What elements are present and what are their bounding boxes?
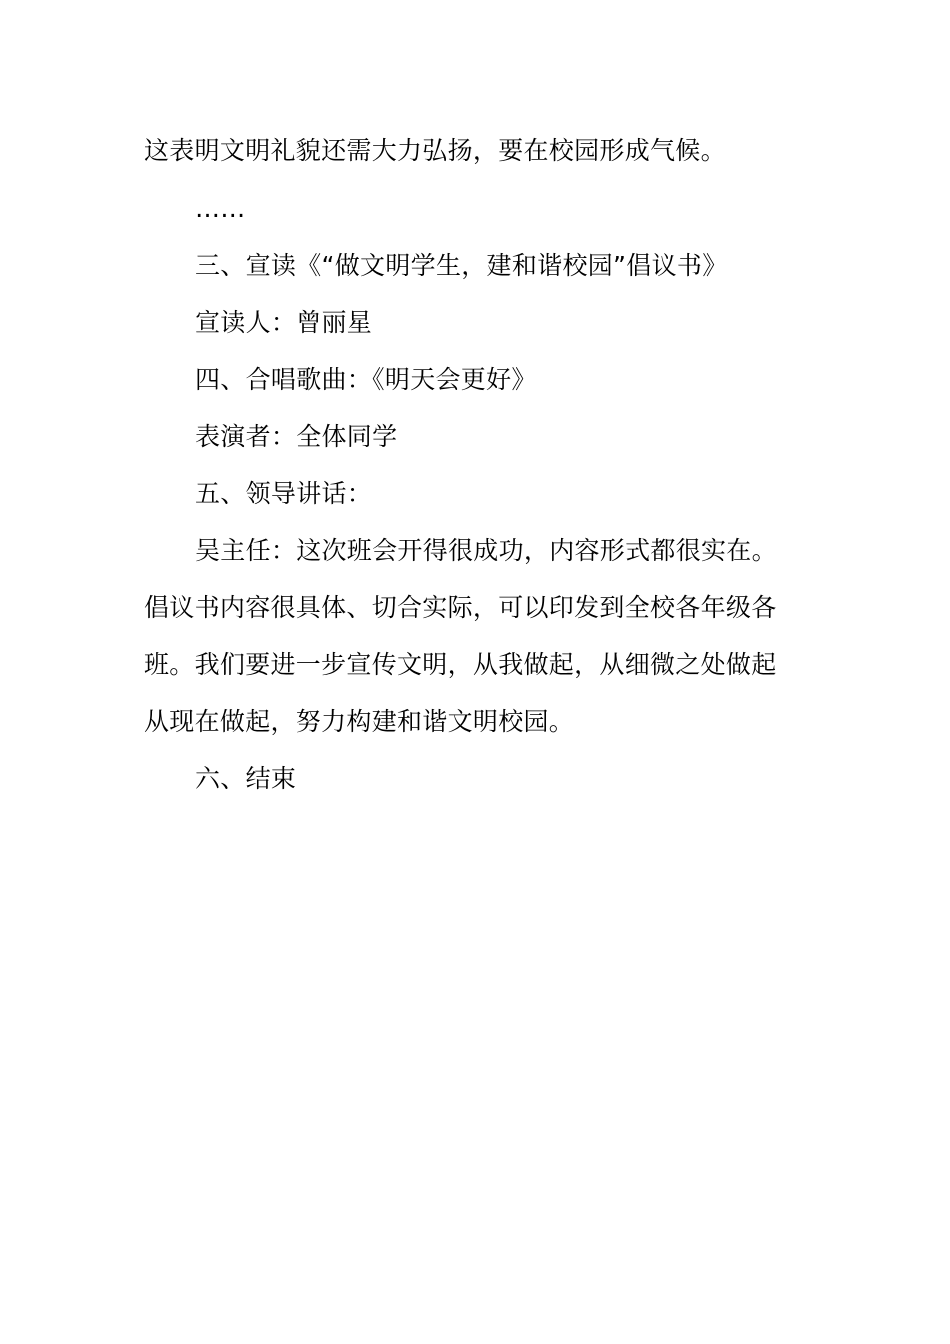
speech-paragraph-line-4: 从现在做起，努力构建和谐文明校园。 [144,707,575,736]
speech-paragraph-line-2: 倡议书内容很具体、切合实际，可以印发到全校各年级各 [144,593,777,622]
section-four-heading: 四、合唱歌曲：《明天会更好》 [195,365,537,394]
section-six-heading: 六、结束 [195,764,297,793]
performer-line: 表演者：全体同学 [195,422,398,451]
speech-paragraph-line-1: 吴主任：这次班会开得很成功，内容形式都很实在。 [195,536,777,565]
ellipsis-line: …… [195,194,246,223]
reader-line: 宣读人：曾丽星 [195,308,373,337]
paragraph-continuation: 这表明文明礼貌还需大力弘扬，要在校园形成气候。 [144,136,726,165]
section-three-heading: 三、宣读《“做文明学生，建和谐校园”倡议书》 [195,251,728,280]
section-five-heading: 五、领导讲话： [195,479,373,508]
speech-paragraph-line-3: 班。我们要进一步宣传文明，从我做起，从细微之处做起 [144,650,777,679]
